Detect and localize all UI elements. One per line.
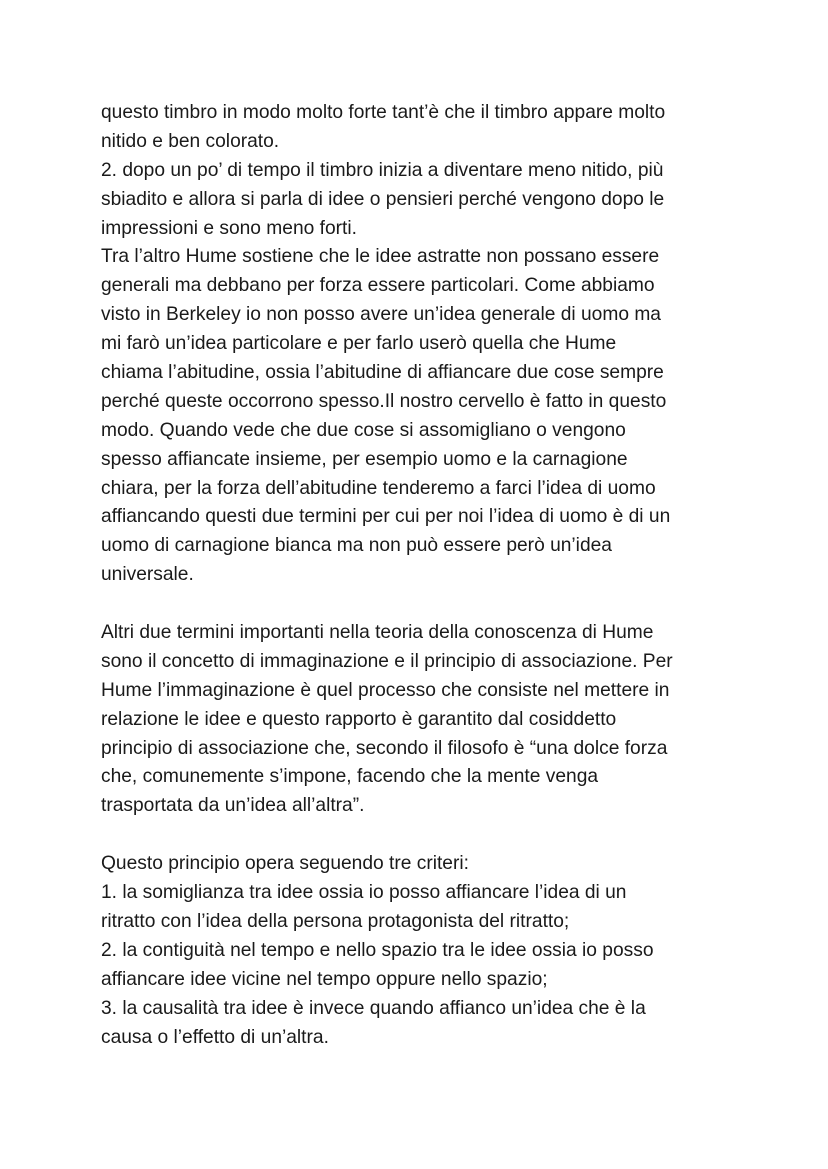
- text-line: visto in Berkeley io non posso avere un’idea generale di uomo ma: [101, 304, 661, 326]
- list-item-similarity: 1. la somiglianza tra idee ossia io posso affiancare l’idea di un: [101, 882, 627, 904]
- text-line: Questo principio opera seguendo tre criteri:: [101, 853, 469, 875]
- text-line: trasportata da un’idea all’altra”.: [101, 795, 365, 817]
- text-line: mi farò un’idea particolare e per farlo userò quella che Hume: [101, 333, 617, 355]
- text-line: generali ma debbano per forza essere particolari. Come abbiamo: [101, 275, 655, 297]
- text-line: chiama l’abitudine, ossia l’abitudine di affiancare due cose sempre: [101, 362, 664, 384]
- text-line: modo. Quando vede che due cose si assomigliano o vengono: [101, 419, 626, 441]
- text-line: chiara, per la forza dell’abitudine tenderemo a farci l’idea di uomo: [101, 477, 656, 499]
- text-line: sbiadito e allora si parla di idee o pensieri perché vengono dopo le: [101, 188, 665, 210]
- text-line: Tra l’altro Hume sostiene che le idee astratte non possano essere: [101, 246, 660, 268]
- text-line: perché queste occorrono spesso.Il nostro cervello è fatto in questo: [101, 390, 667, 412]
- document-body: [101, 99, 751, 1052]
- list-item-contiguity: 2. la contiguità nel tempo e nello spazio tra le idee ossia io posso: [101, 939, 654, 961]
- text-line: Altri due termini importanti nella teoria della conoscenza di Hume: [101, 622, 654, 644]
- text-line: causa o l’effetto di un’altra.: [101, 1026, 329, 1048]
- text-line: 2. dopo un po’ di tempo il timbro inizia a diventare meno nitido, più: [101, 159, 664, 181]
- list-item-causality: 3. la causalità tra idee è invece quando affianco un’idea che è la: [101, 997, 646, 1019]
- text-line: Hume l’immaginazione è quel processo che consiste nel mettere in: [101, 679, 670, 701]
- text-line: ritratto con l’idea della persona protagonista del ritratto;: [101, 910, 570, 932]
- text-line: questo timbro in modo molto forte tant’è che il timbro appare molto: [101, 102, 666, 123]
- paragraph-imagination-association: [101, 619, 751, 821]
- text-line: principio di associazione che, secondo il filosofo è “una dolce forza: [101, 737, 668, 759]
- text-line: universale.: [101, 564, 194, 586]
- text-line: impressioni e sono meno forti.: [101, 217, 357, 239]
- text-line: sono il concetto di immaginazione e il principio di associazione. Per: [101, 650, 673, 672]
- text-line: affiancare idee vicine nel tempo oppure nello spazio;: [101, 968, 548, 990]
- text-line: uomo di carnagione bianca ma non può essere però un’idea: [101, 535, 612, 557]
- text-line: nitido e ben colorato.: [101, 130, 280, 152]
- paragraph-impressions-ideas: [101, 99, 751, 590]
- text-line: spesso affiancate insieme, per esempio uomo e la carnagione: [101, 448, 628, 470]
- text-line: affiancando questi due termini per cui per noi l’idea di uomo è di un: [101, 506, 671, 528]
- paragraph-spacer: [101, 821, 751, 850]
- paragraph-spacer: [101, 590, 751, 619]
- paragraph-three-criteria: [101, 850, 751, 1052]
- text-line: relazione le idee e questo rapporto è garantito dal cosiddetto: [101, 708, 617, 730]
- text-line: che, comunemente s’impone, facendo che la mente venga: [101, 766, 599, 788]
